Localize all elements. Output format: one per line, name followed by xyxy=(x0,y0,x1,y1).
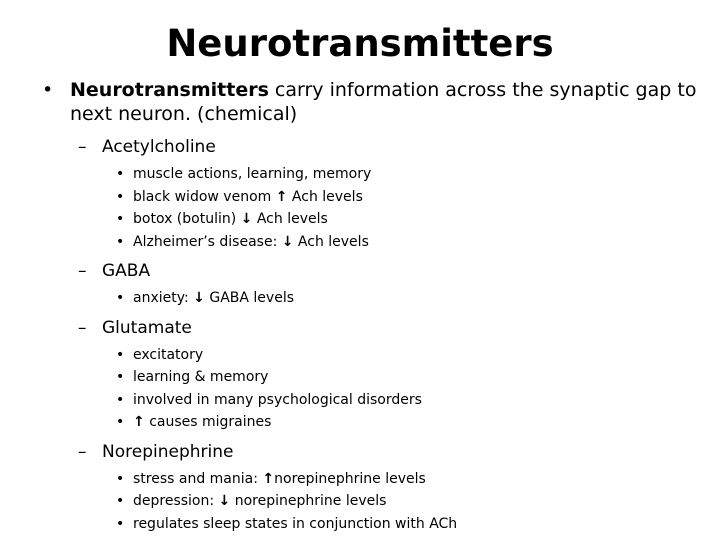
item-text: involved in many psychological disorders xyxy=(133,391,422,408)
item-text-after: norepinephrine levels xyxy=(274,470,426,487)
up-arrow-icon: ↑ xyxy=(275,188,288,205)
down-arrow-icon: ↓ xyxy=(218,493,231,509)
bullet-icon: • xyxy=(116,493,125,509)
list-item xyxy=(0,513,720,536)
bullet-icon: • xyxy=(42,79,54,101)
bullet-icon: • xyxy=(116,346,125,363)
item-text-after: causes migraines xyxy=(149,414,272,430)
item-text: Alzheimer’s disease: xyxy=(133,233,282,250)
list-item xyxy=(0,490,720,513)
intro-text: carry information across the synaptic gap to next neuron. (chemical) xyxy=(70,79,697,125)
item-text-after: Ach levels xyxy=(291,188,363,205)
bullet-icon: • xyxy=(116,188,125,205)
item-text-after: GABA levels xyxy=(209,290,295,306)
list-item xyxy=(0,287,720,310)
bullet-icon: • xyxy=(116,369,125,385)
bullet-icon: • xyxy=(116,233,125,250)
section-heading xyxy=(0,135,720,159)
list-item xyxy=(0,163,720,186)
item-text-after: Ach levels xyxy=(297,233,369,250)
down-arrow-icon: ↓ xyxy=(240,211,253,227)
bullet-icon: • xyxy=(116,391,125,408)
dash-icon: – xyxy=(78,317,87,338)
item-text: regulates sleep states in conjunction with ACh xyxy=(133,515,458,532)
section-heading-label: Norepinephrine xyxy=(102,441,234,462)
bullet-icon: • xyxy=(116,166,125,182)
intro-term: Neurotransmitters xyxy=(70,79,269,101)
section-glutamate xyxy=(0,316,720,434)
list-item xyxy=(0,411,720,434)
up-arrow-icon: ↑ xyxy=(133,414,145,430)
list-item xyxy=(0,366,720,389)
slide-title: Neurotransmitters xyxy=(166,22,554,65)
section-acetylcholine xyxy=(0,135,720,253)
section-heading-label: GABA xyxy=(102,261,151,281)
item-text: excitatory xyxy=(133,346,204,363)
slide-body xyxy=(0,78,720,541)
bullet-icon: • xyxy=(116,211,125,227)
list-item xyxy=(0,468,720,491)
section-heading xyxy=(0,316,720,340)
down-arrow-icon: ↓ xyxy=(193,290,205,306)
down-arrow-icon: ↓ xyxy=(281,233,294,250)
item-text: learning & memory xyxy=(133,369,269,385)
section-heading-label: Glutamate xyxy=(102,317,192,338)
bullet-icon: • xyxy=(116,515,125,532)
item-text: botox (botulin) xyxy=(133,211,241,227)
intro-bullet xyxy=(0,78,720,126)
dash-icon: – xyxy=(78,261,87,281)
list-item xyxy=(0,231,720,254)
item-text: stress and mania: xyxy=(133,470,263,487)
list-item xyxy=(0,389,720,412)
dash-icon: – xyxy=(78,137,87,157)
section-norepinephrine xyxy=(0,440,720,536)
item-text-after: norepinephrine levels xyxy=(234,493,387,509)
section-heading xyxy=(0,259,720,283)
bullet-icon: • xyxy=(116,414,125,430)
item-text: depression: xyxy=(133,493,219,509)
up-arrow-icon: ↑ xyxy=(262,470,275,487)
section-heading-label: Acetylcholine xyxy=(102,137,216,157)
bullet-icon: • xyxy=(116,290,125,306)
item-text: anxiety: xyxy=(133,290,194,306)
list-item xyxy=(0,208,720,231)
section-gaba xyxy=(0,259,720,310)
list-item xyxy=(0,186,720,209)
item-text: black widow venom xyxy=(133,188,276,205)
section-heading xyxy=(0,440,720,464)
bullet-icon: • xyxy=(116,470,125,487)
item-text: muscle actions, learning, memory xyxy=(133,166,372,182)
dash-icon: – xyxy=(78,441,87,462)
list-item xyxy=(0,344,720,367)
item-text-after: Ach levels xyxy=(256,211,328,227)
